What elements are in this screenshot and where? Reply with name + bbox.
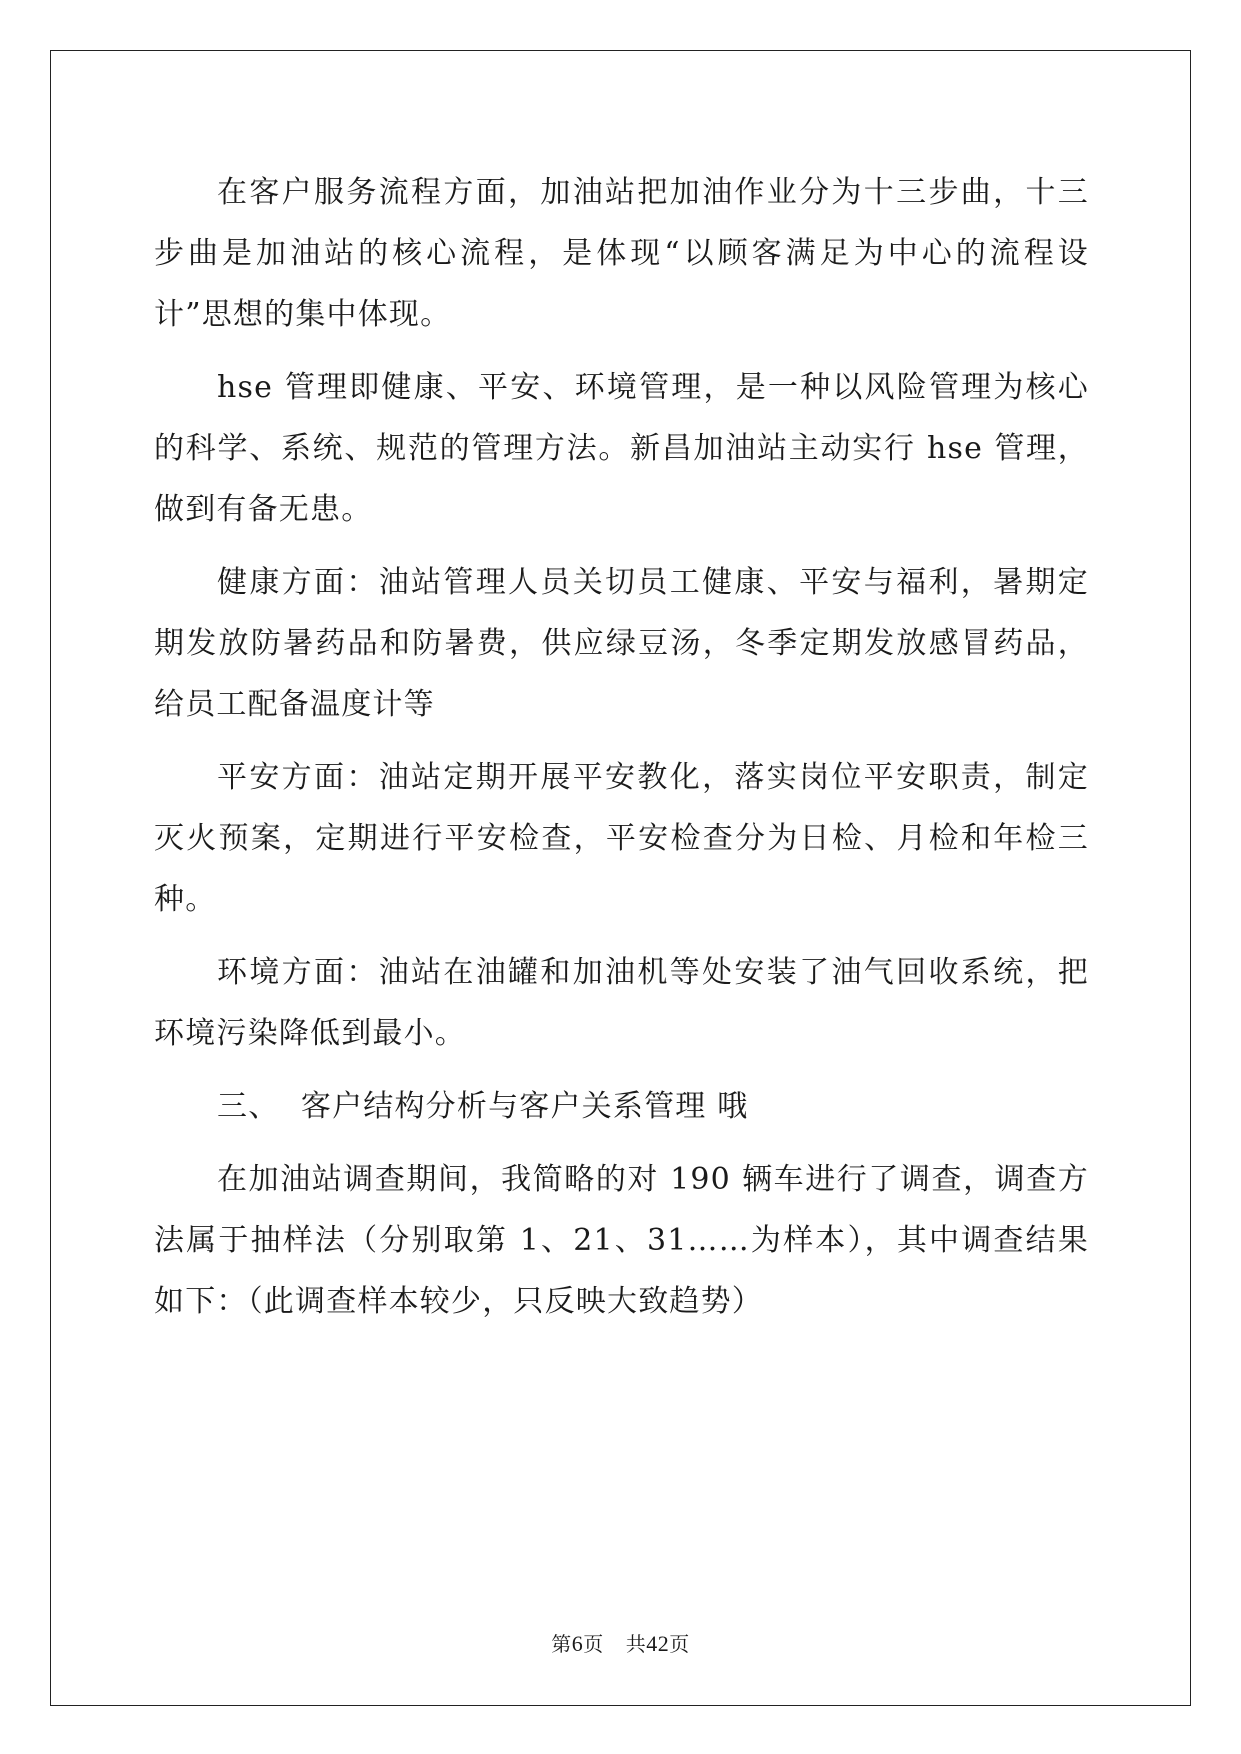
footer-total-pages: 42	[646, 1631, 670, 1656]
footer-total-suffix: 页	[669, 1632, 690, 1656]
paragraph-health: 健康方面：油站管理人员关切员工健康、平安与福利，暑期定期发放防暑药品和防暑费，供应绿豆汤，冬季定期发放感冒药品，给员工配备温度计等	[154, 565, 1089, 722]
footer-page-prefix: 第	[551, 1632, 572, 1656]
section-heading: 三、 客户结构分析与客户关系管理 哦	[217, 1089, 749, 1124]
paragraph-survey: 在加油站调查期间，我简略的对 190 辆车进行了调查，调查方法属于抽样法（分别取第 1、21、31……为样本），其中调查结果如下：（此调查样本较少，只反映大致趋势）	[154, 1162, 1089, 1319]
footer-page-suffix: 页	[583, 1632, 604, 1656]
paragraph-environment: 环境方面：油站在油罐和加油机等处安装了油气回收系统，把环境污染降低到最小。	[154, 955, 1089, 1051]
footer-page-number: 6	[571, 1631, 584, 1656]
paragraph-hse-management: hse 管理即健康、平安、环境管理，是一种以风险管理为核心的科学、系统、规范的管理方法。新昌加油站主动实行 hse 管理，做到有备无患。	[154, 370, 1089, 527]
paragraph-safety: 平安方面：油站定期开展平安教化，落实岗位平安职责，制定灭火预案，定期进行平安检查，平安检查分为日检、月检和年检三种。	[154, 760, 1089, 917]
footer-total-prefix: 共	[625, 1632, 647, 1656]
page-footer	[0, 1628, 1241, 1657]
document-body	[154, 162, 1089, 1332]
paragraph-service-process: 在客户服务流程方面，加油站把加油作业分为十三步曲，十三步曲是加油站的核心流程，是体现“以顾客满足为中心的流程设计”思想的集中体现。	[154, 175, 1089, 332]
